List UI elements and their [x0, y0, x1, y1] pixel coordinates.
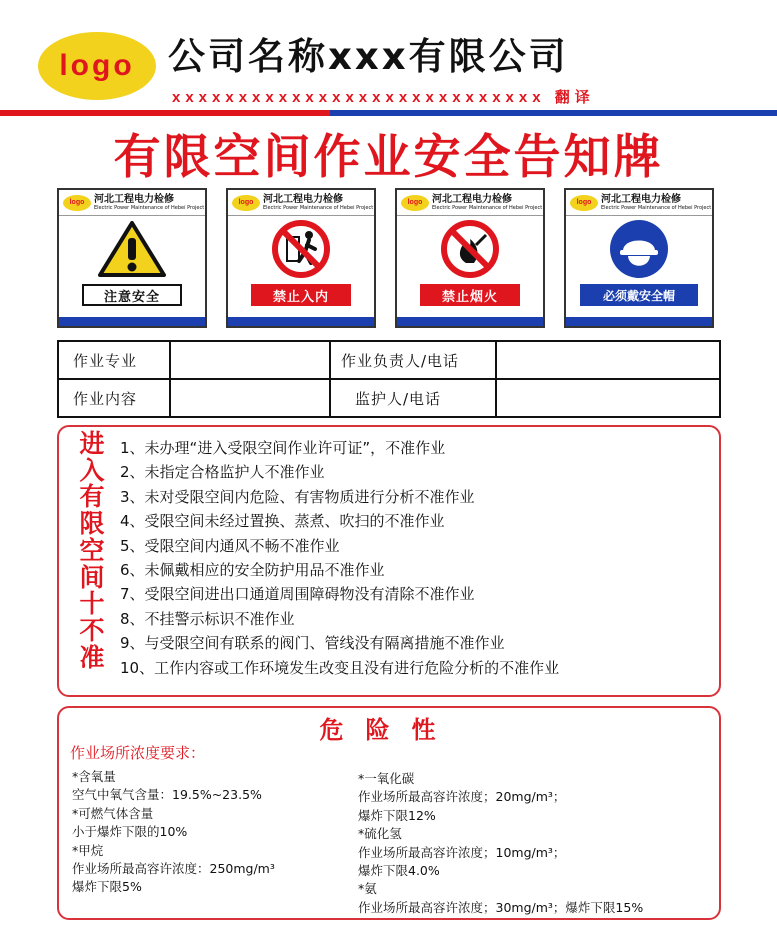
- list-item: *可燃气体含量: [72, 805, 154, 821]
- list-item: 爆炸下限12%: [358, 807, 436, 823]
- list-item: 爆炸下限5%: [72, 879, 142, 895]
- list-item: 7、受限空间进出口通道周围障碍物没有清除不准作业: [120, 585, 475, 604]
- page-title: 有限空间作业安全告知牌: [113, 130, 664, 185]
- sign-org-en: Electric Power Maintenance of Hebei Project: [601, 205, 712, 211]
- list-item: 9、与受限空间有联系的阀门、管线没有隔离措施不准作业: [120, 634, 505, 653]
- list-item: *一氧化碳: [358, 771, 415, 786]
- mini-logo: logo: [570, 195, 598, 211]
- list-item: 4、受限空间未经过置换、蒸煮、吹扫的不准作业: [120, 512, 445, 531]
- danger-left-column: [72, 768, 275, 897]
- warning-triangle-icon: [59, 220, 205, 278]
- list-item: 3、未对受限空间内危险、有害物质进行分析不准作业: [120, 487, 475, 506]
- sign-org-cn: 河北工程电力检修: [432, 194, 512, 205]
- work-specialty-field[interactable]: [170, 341, 330, 379]
- sign-org-cn: 河北工程电力检修: [601, 194, 681, 205]
- concentration-requirement: 作业场所浓度要求：: [70, 744, 206, 762]
- list-item: *甲烷: [72, 842, 104, 858]
- no-entry-icon: [228, 220, 374, 278]
- english-name-line: xxxxxxxxxxxxxxxxxxxxxxxxxxxx 翻译: [172, 89, 595, 106]
- table-label: 作业内容: [58, 379, 170, 417]
- list-item: 作业场所最高容许浓度；10mg/m³；: [358, 844, 566, 860]
- list-item: 8、不挂警示标识不准作业: [120, 609, 295, 628]
- list-item: 10、工作内容或工作环境发生改变且没有进行危险分析的不准作业: [120, 658, 560, 677]
- ten-rules-title: 进入有限空间十不准: [79, 429, 105, 672]
- table-label: 监护人/电话: [330, 379, 496, 417]
- logo-text: logo: [59, 49, 135, 82]
- sign-org-en: Electric Power Maintenance of Hebei Project: [263, 205, 374, 211]
- list-item: 5、受限空间内通风不畅不准作业: [120, 536, 340, 555]
- list-item: 小于爆炸下限的10%: [72, 824, 188, 840]
- list-item: 空气中氧气含量：19.5%~23.5%: [72, 787, 262, 803]
- sign-caution: [57, 188, 207, 328]
- list-item: 2、未指定合格监护人不准作业: [120, 463, 325, 482]
- sign-label: 必须戴安全帽: [580, 284, 698, 306]
- sign-label: 禁止烟火: [420, 284, 520, 306]
- info-table: [57, 340, 721, 418]
- sign-org-en: Electric Power Maintenance of Hebei Project: [432, 205, 543, 211]
- no-fire-icon: [397, 220, 543, 278]
- rules-list: [120, 436, 559, 680]
- table-row: [58, 341, 720, 379]
- list-item: 6、未佩戴相应的安全防护用品不准作业: [120, 561, 385, 580]
- supervisor-phone-field[interactable]: [496, 341, 720, 379]
- company-name: 公司名称xxx有限公司: [168, 35, 569, 78]
- sign-org-cn: 河北工程电力检修: [94, 194, 174, 205]
- list-item: *硫化氢: [358, 826, 402, 842]
- list-item: *氨: [358, 881, 377, 897]
- list-item: 作业场所最高容许浓度；20mg/m³；: [358, 789, 566, 805]
- mini-logo: logo: [232, 195, 260, 211]
- sign-org-cn: 河北工程电力检修: [263, 194, 343, 205]
- red-stripe: [0, 110, 330, 116]
- sign-no-entry: [226, 188, 376, 328]
- mini-logo: logo: [63, 195, 91, 211]
- list-item: 作业场所最高容许浓度：250mg/m³: [72, 861, 275, 877]
- hard-hat-icon: [566, 220, 712, 278]
- sign-hard-hat: [564, 188, 714, 328]
- sign-org-en: Electric Power Maintenance of Hebei Project: [94, 205, 205, 211]
- list-item: *含氧量: [72, 769, 116, 784]
- table-label: 作业专业: [58, 341, 170, 379]
- list-item: 爆炸下限4.0%: [358, 863, 440, 879]
- mini-logo: logo: [401, 195, 429, 211]
- blue-stripe: [330, 110, 777, 116]
- sign-label: 禁止入内: [251, 284, 351, 306]
- list-item: 作业场所最高容许浓度；30mg/m³；爆炸下限15%: [358, 899, 644, 915]
- table-row: [58, 379, 720, 417]
- work-content-field[interactable]: [170, 379, 330, 417]
- guardian-phone-field[interactable]: [496, 379, 720, 417]
- sign-no-fire: [395, 188, 545, 328]
- list-item: 1、未办理“进入受限空间作业许可证”，不准作业: [120, 439, 446, 457]
- translate-label: 翻译: [554, 89, 595, 106]
- sign-label: 注意安全: [82, 284, 182, 306]
- danger-title: 危险性: [319, 716, 458, 744]
- table-label: 作业负责人/电话: [330, 341, 496, 379]
- company-logo: [38, 32, 156, 100]
- danger-right-column: [358, 770, 643, 917]
